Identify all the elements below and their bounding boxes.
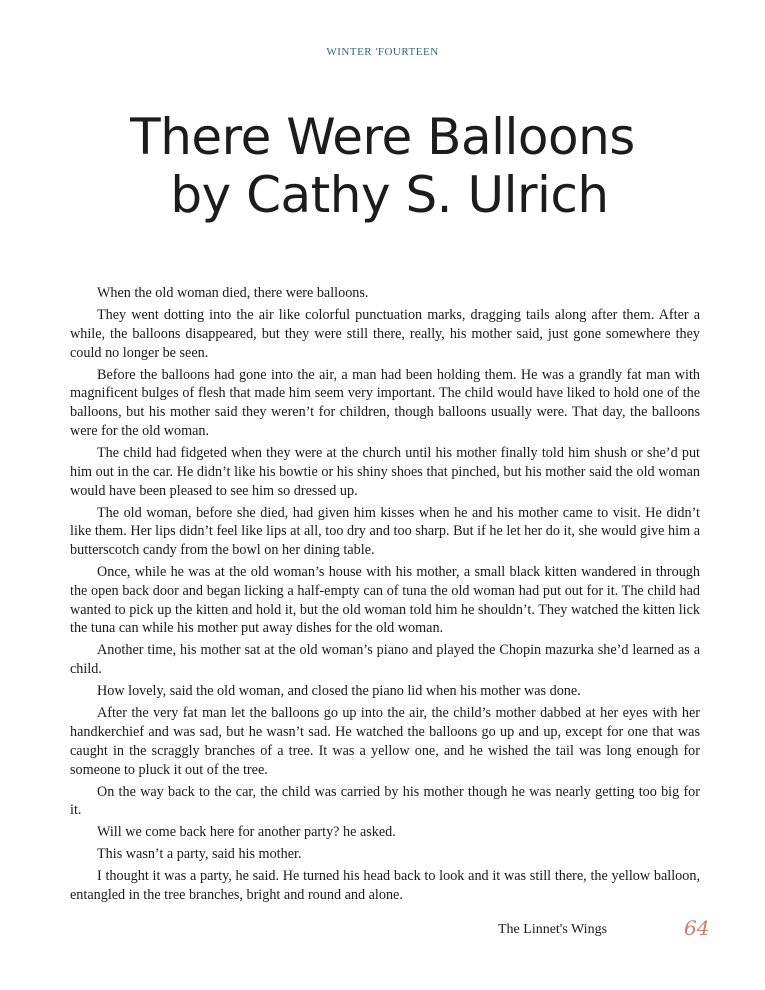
story-body: [70, 284, 700, 908]
title-line: There Were Balloons: [130, 108, 635, 166]
paragraph: Another time, his mother sat at the old woman’s piano and played the Chopin mazurka she’d learned as a child.: [70, 642, 700, 678]
running-header: WINTER 'FOURTEEN: [326, 46, 439, 58]
paragraph: The child had fidgeted when they were at the church until his mother finally told him shush or she’d put him out in the car. He didn’t like his bowtie or his shiny shoes that pinched, but his mother said the old woman would have been pleased to see him so dressed up.: [70, 444, 700, 499]
paragraph: After the very fat man let the balloons go up into the air, the child’s mother dabbed at her eyes with her handkerchief and was sad, but he wasn’t sad. He watched the balloons go up and up, except for one that was caught in the scraggly branches of a tree. It was a yellow one, and he wished the tail was long enough for someone to pluck it out of the tree.: [70, 705, 700, 778]
paragraph: This wasn’t a party, said his mother.: [97, 846, 302, 863]
paragraph: I thought it was a party, he said. He turned his head back to look and it was still there, the yellow balloon, entangled in the tree branches, bright and round and alone.: [70, 868, 700, 904]
story-title: [0, 108, 765, 224]
paragraph: Once, while he was at the old woman’s house with his mother, a small black kitten wandered in through the open back door and began licking a half-empty can of tuna the old woman had put out for it. The child had wanted to pick up the kitten and hold it, but the old woman told him he shouldn’t. They watched the kitten lick the tuna can while his mother put away dishes for the old woman.: [70, 564, 700, 637]
paragraph: Before the balloons had gone into the air, a man had been holding them. He was a grandly fat man with magnificent bulges of flesh that made him seem very important. The child would have liked to hold one of the balloons, but his mother said they weren’t for children, though balloons usually were. That day, the balloons were for the old woman.: [70, 366, 700, 439]
paragraph: On the way back to the car, the child was carried by his mother though he was nearly getting too big for it.: [70, 783, 700, 819]
paragraph: When the old woman died, there were balloons.: [97, 285, 369, 301]
paragraph: They went dotting into the air like colorful punctuation marks, dragging tails along after them. After a while, the balloons disappeared, but they were still there, really, his mother said, just gone somewhere they could no longer be seen.: [70, 306, 700, 361]
author-byline: by Cathy S. Ulrich: [170, 166, 609, 224]
paragraph: How lovely, said the old woman, and closed the piano lid when his mother was done.: [97, 683, 581, 700]
page-number: 64: [684, 916, 710, 940]
paragraph: The old woman, before she died, had given him kisses when he and his mother came to visit. He didn’t like them. Her lips didn’t feel like lips at all, too dry and too sharp. But if he let her do it, she would give him a butterscotch candy from the bowl on her dining table.: [70, 504, 700, 559]
paragraph: Will we come back here for another party? he asked.: [97, 824, 396, 841]
publication-name: The Linnet's Wings: [498, 922, 608, 937]
